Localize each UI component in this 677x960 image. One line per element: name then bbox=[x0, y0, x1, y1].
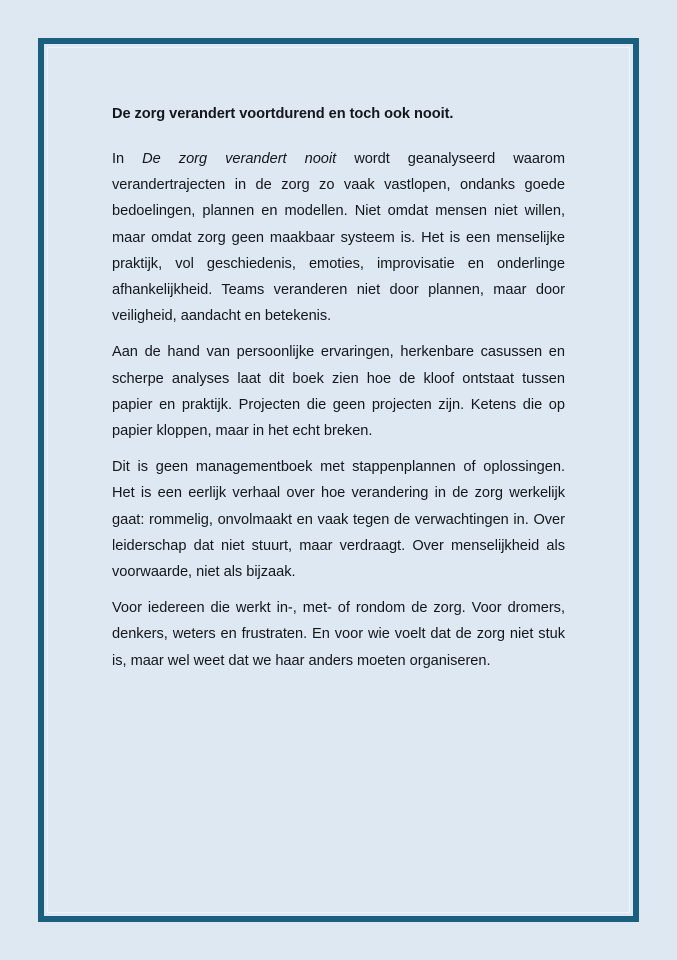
blurb-paragraph-4: Voor iedereen die werkt in-, met- of rondom de zorg. Voor dromers, denkers, weters en frustraten. En voor wie voelt dat de zorg niet stuk is, maar wel weet dat we haar anders moeten organiseren. bbox=[112, 600, 565, 669]
paragraph-1-lead-text: In bbox=[112, 151, 143, 167]
paragraph-1-rest-text: wordt geanalyseerd waarom verandertrajecten in de zorg zo vaak vastlopen, ondanks goede bedoelingen, plannen en modellen. Niet omdat mensen niet willen, maar omdat zorg geen maakbaar systeem is. Het is een menselijke praktijk, vol geschiedenis, emoties, improvisatie en onderlinge afhankelijkheid. Teams veranderen niet door plannen, maar door veiligheid, aandacht en betekenis. bbox=[112, 151, 565, 325]
blurb-content bbox=[112, 104, 565, 674]
blurb-paragraph-2: Aan de hand van persoonlijke ervaringen, herkenbare casussen en scherpe analyses laat dit boek zien hoe de kloof ontstaat tussen papier en praktijk. Projecten die geen projecten zijn. Ketens die op papier kloppen, maar in het echt breken. bbox=[112, 344, 565, 440]
blurb-paragraph-3: Dit is geen managementboek met stappenplannen of oplossingen. Het is een eerlijk verhaal over hoe verandering in de zorg werkelijk gaat: rommelig, onvolmaakt en vaak tegen de verwachtingen in. Over leiderschap dat niet stuurt, maar verdraagt. Over menselijkheid als voorwaarde, niet als bijzaak. bbox=[112, 459, 565, 581]
referenced-book-title: De zorg verandert nooit bbox=[142, 151, 337, 167]
blurb-heading: De zorg verandert voortdurend en toch ook nooit. bbox=[112, 106, 454, 122]
blurb-paragraph-1 bbox=[112, 146, 565, 329]
